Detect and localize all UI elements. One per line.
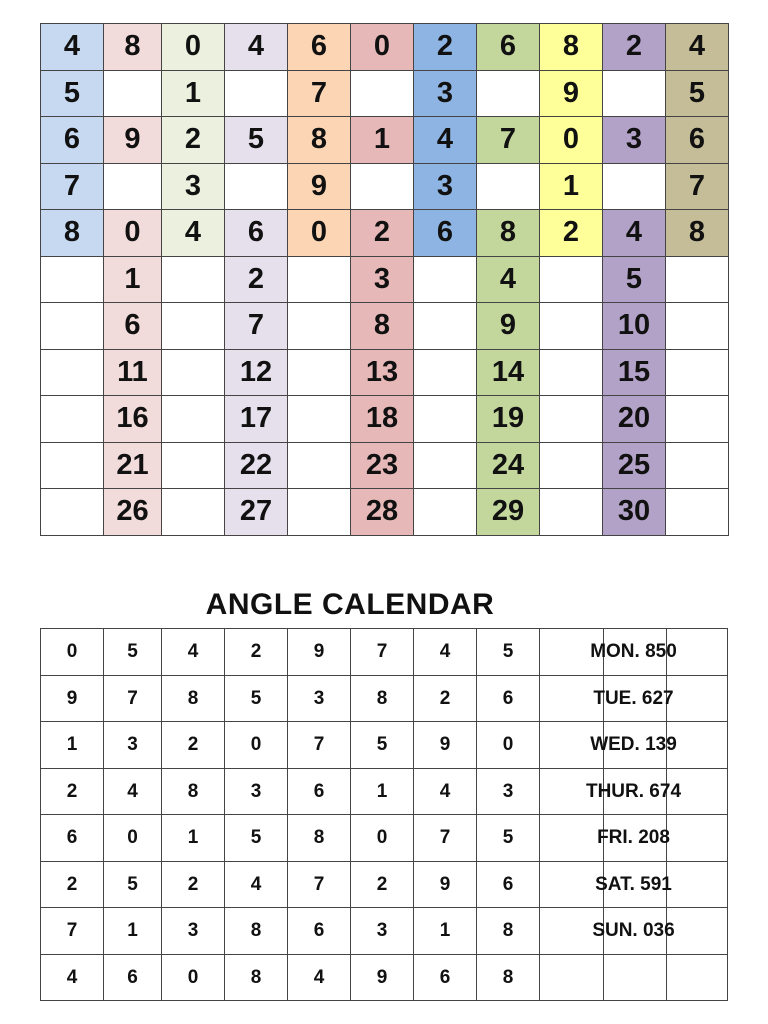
grid-cell: 16 bbox=[104, 396, 162, 443]
calendar-digit-cell: 8 bbox=[477, 908, 540, 955]
calendar-digit-cell: 9 bbox=[414, 861, 477, 908]
calendar-digit-cell: 9 bbox=[41, 675, 104, 722]
grid-cell bbox=[603, 163, 666, 210]
grid-cell: 7 bbox=[225, 303, 288, 350]
grid-cell: 12 bbox=[225, 349, 288, 396]
grid-cell bbox=[414, 489, 477, 536]
calendar-digit-cell: 2 bbox=[162, 722, 225, 769]
grid-cell: 6 bbox=[225, 210, 288, 257]
calendar-day-cell bbox=[540, 629, 728, 676]
calendar-digit-cell: 6 bbox=[288, 768, 351, 815]
grid-cell: 7 bbox=[288, 70, 351, 117]
grid-row bbox=[41, 210, 729, 257]
calendar-digit-cell: 9 bbox=[351, 954, 414, 1001]
grid-cell: 3 bbox=[162, 163, 225, 210]
grid-cell bbox=[540, 303, 603, 350]
grid-cell: 30 bbox=[603, 489, 666, 536]
calendar-digit-cell: 0 bbox=[351, 815, 414, 862]
calendar-digit-cell: 3 bbox=[477, 768, 540, 815]
grid-cell: 5 bbox=[666, 70, 729, 117]
calendar-day-label: SUN. 036 bbox=[592, 920, 675, 942]
calendar-digit-cell: 6 bbox=[41, 815, 104, 862]
calendar-digit-cell: 1 bbox=[41, 722, 104, 769]
grid-cell: 3 bbox=[351, 256, 414, 303]
calendar-row bbox=[41, 908, 728, 955]
grid-cell bbox=[666, 303, 729, 350]
calendar-digit-cell: 7 bbox=[41, 908, 104, 955]
calendar-digit-cell: 8 bbox=[351, 675, 414, 722]
calendar-digit-cell: 2 bbox=[41, 768, 104, 815]
calendar-digit-cell: 5 bbox=[104, 861, 162, 908]
grid-row bbox=[41, 24, 729, 71]
calendar-digit-cell: 5 bbox=[477, 815, 540, 862]
calendar-digit-cell: 9 bbox=[288, 629, 351, 676]
grid-cell bbox=[540, 256, 603, 303]
grid-cell: 7 bbox=[666, 163, 729, 210]
grid-cell bbox=[288, 442, 351, 489]
grid-cell: 9 bbox=[288, 163, 351, 210]
grid-cell bbox=[414, 349, 477, 396]
grid-cell: 13 bbox=[351, 349, 414, 396]
calendar-digit-cell: 3 bbox=[351, 908, 414, 955]
calendar-digit-cell: 2 bbox=[225, 629, 288, 676]
grid-cell bbox=[41, 442, 104, 489]
grid-cell: 2 bbox=[162, 117, 225, 164]
calendar-day-cell bbox=[540, 861, 728, 908]
grid-cell: 7 bbox=[41, 163, 104, 210]
calendar-row bbox=[41, 861, 728, 908]
calendar-day-label: FRI. 208 bbox=[597, 827, 670, 849]
calendar-digit-cell: 4 bbox=[288, 954, 351, 1001]
grid-cell bbox=[162, 303, 225, 350]
grid-cell bbox=[104, 163, 162, 210]
calendar-day-cell bbox=[540, 908, 728, 955]
calendar-digit-cell: 4 bbox=[225, 861, 288, 908]
grid-cell: 8 bbox=[41, 210, 104, 257]
grid-cell bbox=[666, 256, 729, 303]
calendar-digit-cell: 1 bbox=[162, 815, 225, 862]
calendar-day-cell bbox=[540, 954, 728, 1001]
grid-cell: 6 bbox=[666, 117, 729, 164]
grid-cell bbox=[666, 396, 729, 443]
grid-cell: 5 bbox=[225, 117, 288, 164]
calendar-digit-cell: 3 bbox=[162, 908, 225, 955]
grid-cell: 6 bbox=[414, 210, 477, 257]
calendar-digit-cell: 3 bbox=[288, 675, 351, 722]
grid-row bbox=[41, 396, 729, 443]
grid-cell: 14 bbox=[477, 349, 540, 396]
grid-cell: 4 bbox=[162, 210, 225, 257]
grid-cell: 2 bbox=[414, 24, 477, 71]
grid-cell: 25 bbox=[603, 442, 666, 489]
grid-cell: 5 bbox=[41, 70, 104, 117]
calendar-digit-cell: 3 bbox=[104, 722, 162, 769]
grid-cell: 0 bbox=[351, 24, 414, 71]
grid-cell bbox=[162, 396, 225, 443]
calendar-digit-cell: 4 bbox=[104, 768, 162, 815]
calendar-digit-cell: 4 bbox=[162, 629, 225, 676]
grid-cell: 8 bbox=[540, 24, 603, 71]
calendar-digit-cell: 3 bbox=[225, 768, 288, 815]
grid-cell bbox=[666, 442, 729, 489]
grid-cell: 19 bbox=[477, 396, 540, 443]
grid-cell: 4 bbox=[414, 117, 477, 164]
grid-row bbox=[41, 163, 729, 210]
grid-cell: 1 bbox=[351, 117, 414, 164]
grid-cell bbox=[414, 256, 477, 303]
calendar-day-label: SAT. 591 bbox=[595, 873, 672, 895]
page-title: ANGLE CALENDAR bbox=[205, 588, 495, 621]
grid-cell: 0 bbox=[162, 24, 225, 71]
grid-cell: 1 bbox=[162, 70, 225, 117]
number-color-grid bbox=[40, 23, 729, 536]
calendar-digit-cell: 1 bbox=[351, 768, 414, 815]
grid-cell: 8 bbox=[104, 24, 162, 71]
grid-cell bbox=[41, 489, 104, 536]
calendar-row bbox=[41, 954, 728, 1001]
calendar-digit-cell: 2 bbox=[162, 861, 225, 908]
angle-calendar-table bbox=[40, 628, 728, 1001]
grid-cell: 3 bbox=[414, 70, 477, 117]
grid-cell bbox=[540, 442, 603, 489]
grid-cell bbox=[288, 256, 351, 303]
calendar-day-label: THUR. 674 bbox=[585, 780, 682, 802]
grid-cell: 9 bbox=[477, 303, 540, 350]
calendar-digit-cell: 2 bbox=[414, 675, 477, 722]
grid-cell: 1 bbox=[540, 163, 603, 210]
grid-cell: 28 bbox=[351, 489, 414, 536]
grid-cell: 26 bbox=[104, 489, 162, 536]
calendar-row bbox=[41, 815, 728, 862]
grid-cell: 3 bbox=[603, 117, 666, 164]
calendar-digit-cell: 4 bbox=[414, 629, 477, 676]
calendar-digit-cell: 7 bbox=[351, 629, 414, 676]
calendar-digit-cell: 4 bbox=[414, 768, 477, 815]
grid-cell bbox=[414, 396, 477, 443]
calendar-digit-cell: 7 bbox=[288, 861, 351, 908]
calendar-digit-cell: 0 bbox=[477, 722, 540, 769]
calendar-digit-cell: 7 bbox=[414, 815, 477, 862]
grid-cell bbox=[603, 70, 666, 117]
calendar-digit-cell: 5 bbox=[225, 675, 288, 722]
grid-cell bbox=[288, 303, 351, 350]
grid-cell bbox=[225, 163, 288, 210]
calendar-digit-cell: 6 bbox=[414, 954, 477, 1001]
grid-cell: 4 bbox=[603, 210, 666, 257]
grid-cell bbox=[288, 396, 351, 443]
grid-cell: 6 bbox=[288, 24, 351, 71]
calendar-row bbox=[41, 629, 728, 676]
grid-cell: 6 bbox=[41, 117, 104, 164]
grid-cell: 8 bbox=[666, 210, 729, 257]
calendar-day-cell bbox=[540, 768, 728, 815]
grid-cell: 4 bbox=[225, 24, 288, 71]
grid-cell: 3 bbox=[414, 163, 477, 210]
grid-cell bbox=[162, 489, 225, 536]
grid-cell: 5 bbox=[603, 256, 666, 303]
grid-cell bbox=[351, 163, 414, 210]
grid-cell: 0 bbox=[104, 210, 162, 257]
grid-row bbox=[41, 117, 729, 164]
grid-cell bbox=[540, 489, 603, 536]
grid-cell: 9 bbox=[104, 117, 162, 164]
grid-row bbox=[41, 256, 729, 303]
calendar-digit-cell: 8 bbox=[288, 815, 351, 862]
calendar-row bbox=[41, 722, 728, 769]
grid-row bbox=[41, 303, 729, 350]
calendar-digit-cell: 9 bbox=[414, 722, 477, 769]
grid-cell: 27 bbox=[225, 489, 288, 536]
calendar-digit-cell: 7 bbox=[288, 722, 351, 769]
calendar-digit-cell: 8 bbox=[477, 954, 540, 1001]
grid-cell: 18 bbox=[351, 396, 414, 443]
grid-row bbox=[41, 70, 729, 117]
grid-cell: 0 bbox=[540, 117, 603, 164]
grid-cell: 2 bbox=[603, 24, 666, 71]
calendar-digit-cell: 0 bbox=[104, 815, 162, 862]
grid-cell: 8 bbox=[477, 210, 540, 257]
grid-cell: 21 bbox=[104, 442, 162, 489]
grid-cell: 2 bbox=[225, 256, 288, 303]
grid-cell bbox=[666, 349, 729, 396]
calendar-digit-cell: 8 bbox=[225, 908, 288, 955]
grid-cell: 2 bbox=[540, 210, 603, 257]
grid-cell: 2 bbox=[351, 210, 414, 257]
grid-cell bbox=[540, 349, 603, 396]
calendar-row bbox=[41, 675, 728, 722]
grid-row bbox=[41, 442, 729, 489]
grid-cell bbox=[162, 256, 225, 303]
grid-cell bbox=[477, 163, 540, 210]
grid-cell bbox=[666, 489, 729, 536]
grid-cell: 24 bbox=[477, 442, 540, 489]
calendar-row bbox=[41, 768, 728, 815]
grid-cell: 17 bbox=[225, 396, 288, 443]
calendar-digit-cell: 7 bbox=[104, 675, 162, 722]
grid-cell: 0 bbox=[288, 210, 351, 257]
calendar-digit-cell: 2 bbox=[351, 861, 414, 908]
grid-cell bbox=[41, 349, 104, 396]
grid-cell bbox=[162, 349, 225, 396]
grid-cell: 11 bbox=[104, 349, 162, 396]
calendar-digit-cell: 5 bbox=[225, 815, 288, 862]
grid-row bbox=[41, 349, 729, 396]
calendar-digit-cell: 6 bbox=[104, 954, 162, 1001]
calendar-digit-cell: 0 bbox=[225, 722, 288, 769]
grid-cell: 7 bbox=[477, 117, 540, 164]
calendar-digit-cell: 0 bbox=[41, 629, 104, 676]
grid-cell bbox=[104, 70, 162, 117]
calendar-digit-cell: 6 bbox=[477, 675, 540, 722]
grid-cell: 9 bbox=[540, 70, 603, 117]
calendar-digit-cell: 5 bbox=[104, 629, 162, 676]
calendar-day-label: WED. 139 bbox=[590, 734, 677, 756]
grid-cell: 4 bbox=[477, 256, 540, 303]
calendar-day-cell bbox=[540, 722, 728, 769]
grid-cell: 20 bbox=[603, 396, 666, 443]
grid-cell: 4 bbox=[41, 24, 104, 71]
grid-cell bbox=[225, 70, 288, 117]
grid-cell: 1 bbox=[104, 256, 162, 303]
calendar-digit-cell: 4 bbox=[41, 954, 104, 1001]
grid-cell bbox=[477, 70, 540, 117]
grid-cell: 15 bbox=[603, 349, 666, 396]
grid-cell bbox=[41, 303, 104, 350]
grid-cell: 22 bbox=[225, 442, 288, 489]
grid-cell bbox=[162, 442, 225, 489]
grid-row bbox=[41, 489, 729, 536]
grid-cell bbox=[414, 303, 477, 350]
calendar-digit-cell: 6 bbox=[477, 861, 540, 908]
grid-cell bbox=[414, 442, 477, 489]
grid-cell bbox=[351, 70, 414, 117]
grid-cell bbox=[288, 349, 351, 396]
grid-cell: 23 bbox=[351, 442, 414, 489]
grid-cell bbox=[41, 396, 104, 443]
grid-cell: 6 bbox=[104, 303, 162, 350]
calendar-digit-cell: 1 bbox=[414, 908, 477, 955]
grid-divider bbox=[666, 955, 667, 1001]
calendar-digit-cell: 8 bbox=[162, 675, 225, 722]
grid-cell bbox=[288, 489, 351, 536]
calendar-day-label: TUE. 627 bbox=[593, 687, 674, 709]
calendar-digit-cell: 8 bbox=[225, 954, 288, 1001]
grid-cell bbox=[41, 256, 104, 303]
grid-cell: 10 bbox=[603, 303, 666, 350]
calendar-digit-cell: 0 bbox=[162, 954, 225, 1001]
calendar-digit-cell: 1 bbox=[104, 908, 162, 955]
grid-cell: 4 bbox=[666, 24, 729, 71]
grid-cell: 8 bbox=[351, 303, 414, 350]
calendar-digit-cell: 8 bbox=[162, 768, 225, 815]
grid-cell: 8 bbox=[288, 117, 351, 164]
calendar-day-cell bbox=[540, 815, 728, 862]
grid-cell: 6 bbox=[477, 24, 540, 71]
calendar-day-cell bbox=[540, 675, 728, 722]
grid-divider bbox=[603, 955, 604, 1001]
calendar-digit-cell: 6 bbox=[288, 908, 351, 955]
calendar-digit-cell: 5 bbox=[477, 629, 540, 676]
calendar-digit-cell: 5 bbox=[351, 722, 414, 769]
calendar-digit-cell: 2 bbox=[41, 861, 104, 908]
grid-cell bbox=[540, 396, 603, 443]
grid-cell: 29 bbox=[477, 489, 540, 536]
calendar-day-label: MON. 850 bbox=[590, 641, 677, 663]
